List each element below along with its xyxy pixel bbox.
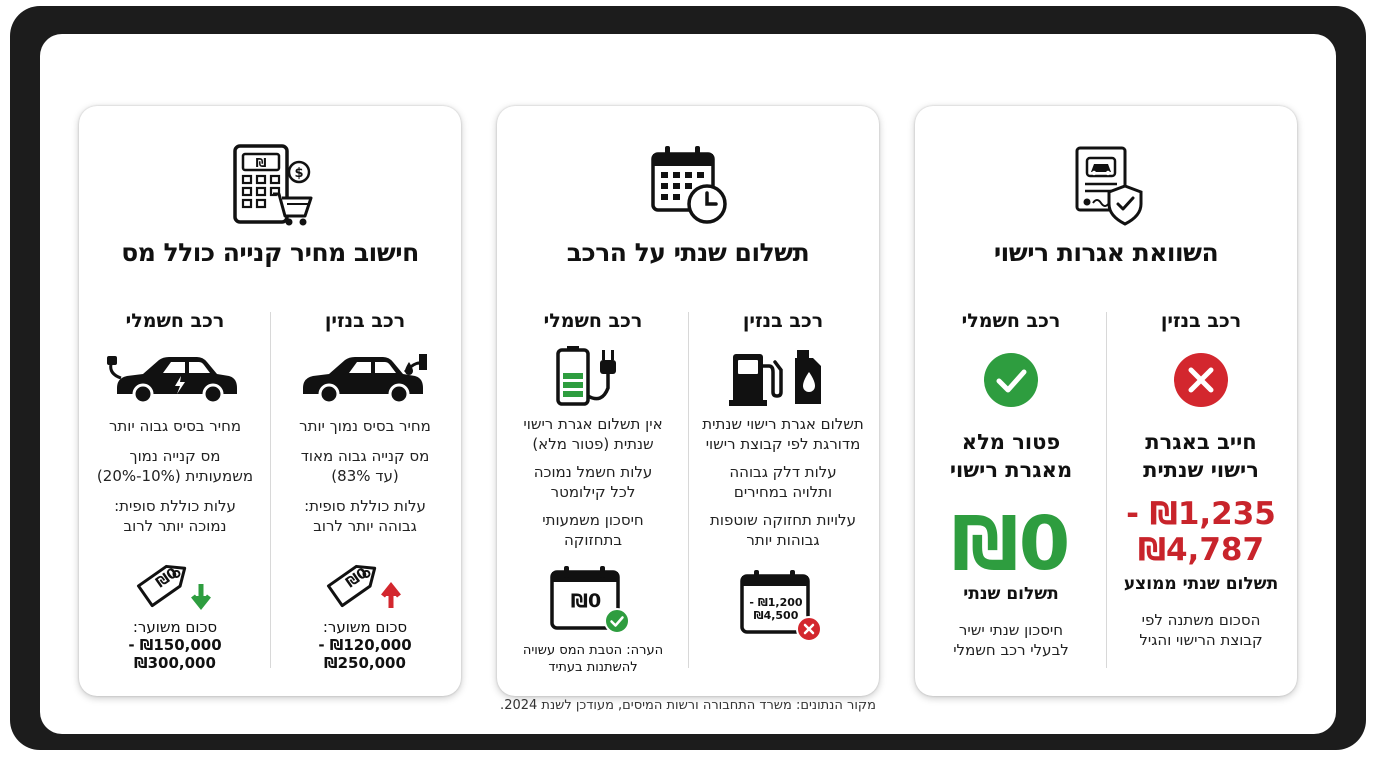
calculator-cart-icon	[227, 142, 313, 228]
feature-line: נמוכה יותר לרוב	[123, 517, 227, 535]
fuel-pump-jerrycan-icon	[723, 344, 843, 408]
note	[503, 642, 683, 676]
feature-line: אין תשלום אגרת רישוי	[523, 415, 663, 433]
fee-range-line: ₪1,235 -	[1126, 496, 1276, 532]
note-line: חיסכון שנתי ישיר	[958, 621, 1064, 639]
feature-item	[503, 414, 683, 454]
feature-line: תשלום אגרת רישוי שנתית	[702, 415, 864, 433]
calendar-amount-line: ₪4,500	[753, 609, 799, 622]
amount-caption: תשלום שנתי ממוצע	[1123, 574, 1279, 594]
status-line: חייב באגרת	[1145, 430, 1257, 454]
column-electric	[85, 310, 265, 672]
column-heading-petrol: רכב בנזין	[742, 310, 824, 332]
note-line: קבוצת הרישוי והגיל	[1139, 631, 1263, 649]
infographic-sheet	[40, 34, 1336, 734]
feature-line: בתחזוקה	[563, 531, 623, 549]
feature-line: מחיר בסיס גבוה יותר	[108, 417, 242, 435]
feature-line: עלות כוללת סופית:	[114, 497, 236, 515]
card-title: חישוב מחיר קנייה כולל מס	[121, 238, 419, 267]
feature-line: מס קנייה נמוך	[129, 447, 221, 465]
feature-line: מס קנייה גבוה מאוד	[300, 447, 430, 465]
feature-item	[275, 446, 455, 486]
source-note: מקור הנתונים: משרד התחבורה ורשות המיסים, מעודכן לשנת 2024.	[500, 698, 876, 713]
column-heading-petrol: רכב בנזין	[324, 310, 406, 332]
price-tag-value: ₪0	[343, 565, 371, 591]
calendar-clock-icon	[645, 142, 731, 228]
card-title: השוואת אגרות רישוי	[993, 238, 1219, 267]
feature-line: מדורגת לפי קבוצת רישוי	[705, 435, 861, 453]
green-check-icon	[604, 608, 630, 634]
status-line: רישוי שנתית	[1143, 458, 1259, 482]
feature-line: חיסכון משמעותי	[542, 511, 644, 529]
note-line: לבעלי רכב חשמלי	[953, 641, 1069, 659]
status-line: מאגרת רישוי	[949, 458, 1073, 482]
feature-item	[85, 496, 265, 536]
battery-plug-icon	[548, 344, 638, 408]
price-tag-up	[325, 550, 405, 612]
feature-line: מחיר בסיס נמוך יותר	[299, 417, 431, 435]
column-divider	[270, 312, 271, 668]
calendar-cost-badge	[740, 568, 826, 646]
price-tag-value: ₪0	[153, 565, 181, 591]
column-heading-petrol: רכב בנזין	[1160, 310, 1242, 332]
feature-line: משמעותית (10%-20%)	[96, 467, 254, 485]
column-divider	[1106, 312, 1107, 668]
amount-caption: תשלום שנתי	[963, 584, 1059, 604]
red-x-icon	[1173, 352, 1229, 408]
column-heading-electric: רכב חשמלי	[543, 310, 643, 332]
column-heading-electric: רכב חשמלי	[125, 310, 225, 332]
feature-line: עלות דלק גבוהה	[729, 463, 837, 481]
electric-car-icon	[105, 348, 245, 406]
feature-item	[693, 462, 873, 502]
column-petrol	[1111, 310, 1291, 650]
sum-value: ₪150,000 - ₪300,000	[128, 636, 222, 672]
column-heading-electric: רכב חשמלי	[961, 310, 1061, 332]
calendar-amount-line: ₪1,200 -	[749, 596, 803, 609]
card-license-fees	[915, 106, 1297, 696]
note-line: הסכום משתנה לפי	[1141, 611, 1261, 629]
feature-item	[503, 510, 683, 550]
feature-line: שנתית (פטור מלא)	[532, 435, 654, 453]
feature-item	[693, 510, 873, 550]
feature-item	[503, 462, 683, 502]
feature-item	[693, 414, 873, 454]
calculator-display: ₪	[255, 156, 267, 170]
calendar-cost-badge	[550, 564, 636, 636]
column-electric	[921, 310, 1101, 660]
feature-line: (עד 83%)	[331, 467, 399, 485]
feature-item	[85, 446, 265, 486]
svg-text:$: $	[294, 166, 304, 181]
feature-line: לכל קילומטר	[550, 483, 636, 501]
note-line: הערה: הטבת המס עשויה	[522, 643, 664, 658]
note-line: להשתנות בעתיד	[548, 660, 638, 675]
green-check-icon	[983, 352, 1039, 408]
status-line: פטור מלא	[961, 430, 1061, 454]
feature-line: גבוהה יותר לרוב	[313, 517, 417, 535]
sum-value: ₪120,000 - ₪250,000	[318, 636, 412, 672]
fee-range-line: ₪4,787	[1137, 532, 1265, 568]
card-purchase-price	[79, 106, 461, 696]
column-petrol	[275, 310, 455, 672]
column-divider	[688, 312, 689, 668]
feature-line: עלות חשמל נמוכה	[533, 463, 653, 481]
card-annual-payment	[497, 106, 879, 696]
petrol-car-icon	[295, 348, 435, 406]
feature-item	[275, 496, 455, 536]
column-petrol	[693, 310, 873, 646]
feature-line: ותלויה במחירים	[733, 483, 833, 501]
card-title: תשלום שנתי על הרכב	[566, 238, 810, 267]
sum-label: סכום משוער:	[132, 618, 218, 636]
price-tag-down	[135, 550, 215, 612]
feature-line: עלויות תחזוקה שוטפות	[710, 511, 856, 529]
calendar-amount: ₪0	[570, 590, 602, 612]
sum-label: סכום משוער:	[322, 618, 408, 636]
red-x-icon	[796, 616, 822, 642]
license-document-shield-icon	[1063, 142, 1149, 228]
feature-line: גבוהות יותר	[746, 531, 820, 549]
column-electric	[503, 310, 683, 676]
feature-line: עלות כוללת סופית:	[304, 497, 426, 515]
fee-amount: ₪0	[951, 501, 1071, 587]
